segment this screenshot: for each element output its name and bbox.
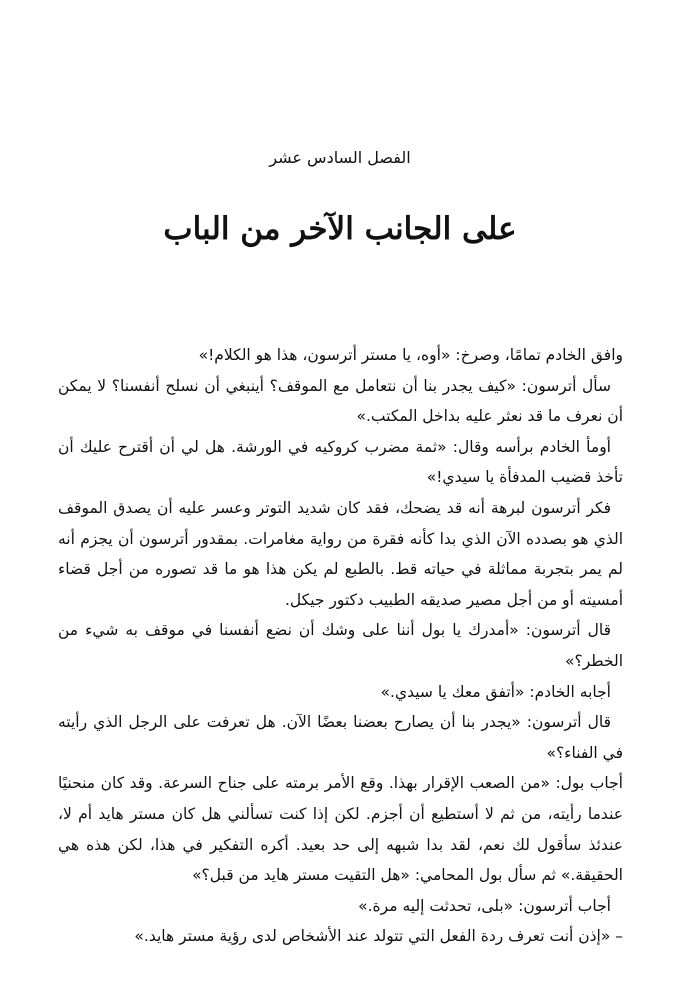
chapter-title: على الجانب الآخر من الباب xyxy=(163,211,517,247)
paragraph: أجاب بول: «من الصعب الإقرار بهذا. وقع الأمر برمته على جناح السرعة. وقد كان منحنيًا عندما رأيته، من ثم لا أستطيع أن أجزم. لكن إذا كنت تسألني هل كان مستر هايد أم لا، عندئذ سأقول لك نعم، لقد بدا شبهه إلى حد بعيد. أكره التفكير في هذا، لكن هذه هي الحقيقة.» ثم سأل بول المحامي: «هل التقيت مستر هايد من قبل؟» xyxy=(58,774,623,885)
paragraph: أجاب أترسون: «بلى، تحدثت إليه مرة.» xyxy=(358,896,611,915)
paragraph: وافق الخادم تمامًا، وصرخ: «أوه، يا مستر أترسون، هذا هو الكلام!» xyxy=(198,346,623,364)
paragraph: فكر أترسون لبرهة أنه قد يضحك، فقد كان شديد التوتر وعسر عليه أن يصدق الموقف الذي هو بصدده الآن الذي بدا كأنه فقرة من رواية مغامرات. بمقدور أترسون أن يجزم أنه لم يمر بتجربة مماثلة في حياته قط. بالطبع لم يكن هذا هو ما قد تصوره من أجل قضاء أمسيته أو من أجل مصير صديقه الطبيب دكتور جيكل. xyxy=(58,498,623,609)
chapter-label: الفصل السادس عشر xyxy=(269,148,411,167)
paragraph: – «إذن أنت تعرف ردة الفعل التي تتولد عند الأشخاص لدى رؤية مستر هايد.» xyxy=(134,927,623,946)
paragraph: أجابه الخادم: «أتفق معك يا سيدي.» xyxy=(380,682,611,701)
paragraph: قال أترسون: «أمدرك يا بول أننا على وشك أن نضع أنفسنا في موقف به شيء من الخطر؟» xyxy=(58,621,623,670)
body-text xyxy=(58,340,623,952)
paragraph: أومأ الخادم برأسه وقال: «ثمة مضرب كروكيه في الورشة. هل لي أن أقترح عليك أن تأخذ قضيب المدفأة يا سيدي!» xyxy=(58,437,623,487)
paragraph: سأل أترسون: «كيف يجدر بنا أن نتعامل مع الموقف؟ أينبغي أن نسلح أنفسنا؟ لا يمكن أن نعرف ما قد نعثر عليه بداخل المكتب.» xyxy=(58,376,623,426)
paragraph: قال أترسون: «يجدر بنا أن يصارح بعضنا بعضًا الآن. هل تعرفت على الرجل الذي رأيته في الفناء؟» xyxy=(58,713,623,762)
